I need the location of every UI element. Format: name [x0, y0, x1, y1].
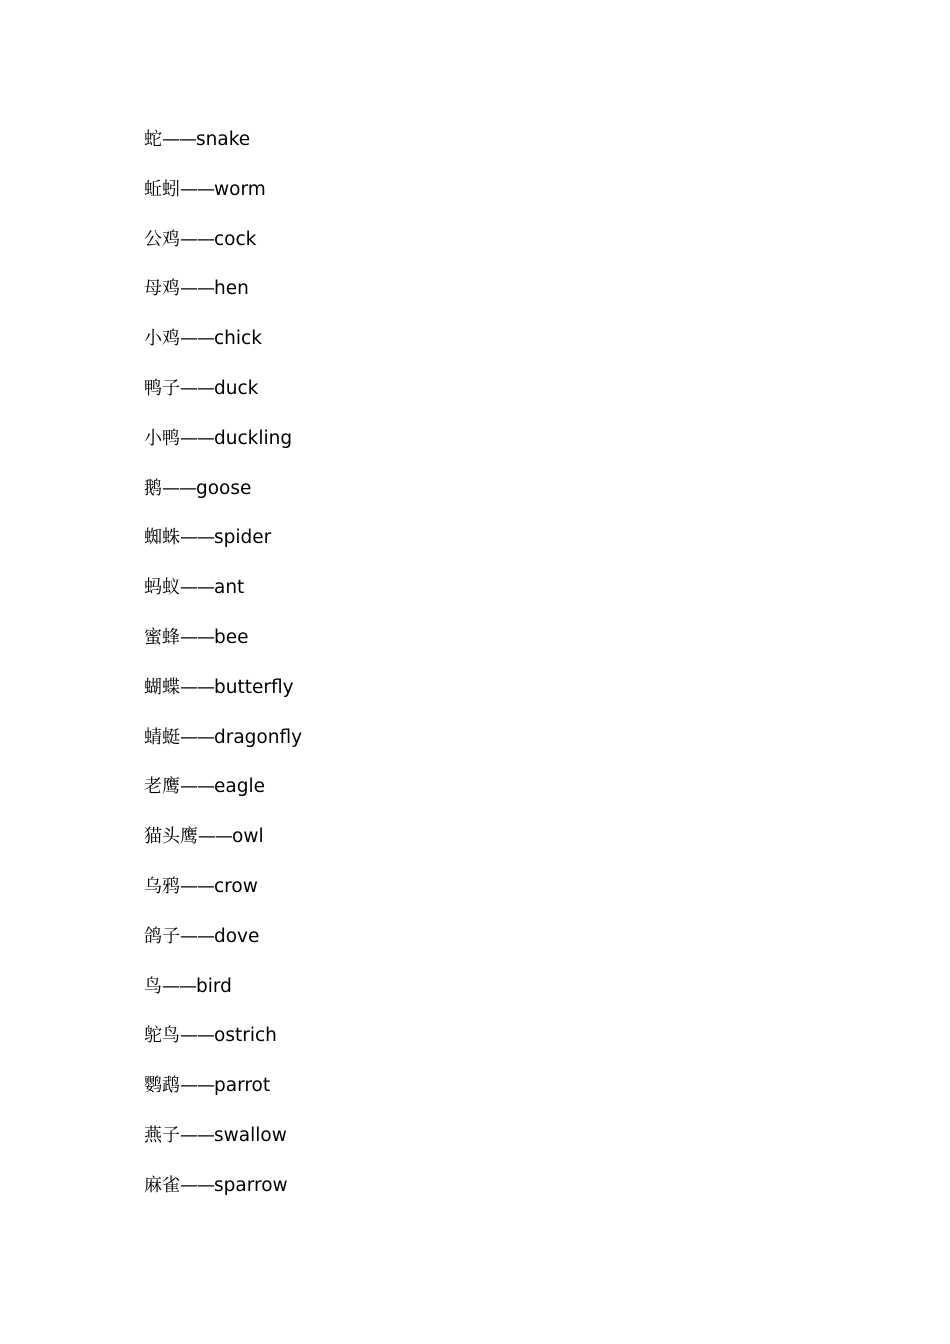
separator: —— [180, 1174, 214, 1196]
vocab-entry [144, 624, 302, 674]
separator: —— [180, 776, 214, 798]
english-word: dragonfly [214, 726, 303, 748]
vocab-entry [144, 1072, 302, 1122]
chinese-word: 小鸭 [144, 427, 180, 449]
separator: —— [180, 1124, 214, 1146]
chinese-word: 老鹰 [144, 776, 180, 798]
vocab-entry [144, 823, 302, 873]
vocab-entry [144, 375, 302, 425]
separator: —— [180, 1025, 214, 1047]
vocab-entry [144, 325, 302, 375]
separator: —— [180, 1075, 214, 1097]
vocabulary-list [144, 126, 302, 1222]
separator: —— [180, 726, 214, 748]
english-word: parrot [214, 1075, 271, 1097]
vocab-entry [144, 574, 302, 624]
separator: —— [180, 626, 214, 648]
chinese-word: 麻雀 [144, 1174, 180, 1196]
chinese-word: 鸽子 [144, 925, 180, 947]
english-word: bee [214, 626, 249, 648]
chinese-word: 鹅 [144, 477, 162, 499]
chinese-word: 蜜蜂 [144, 626, 180, 648]
chinese-word: 鸟 [144, 975, 162, 997]
chinese-word: 燕子 [144, 1124, 180, 1146]
english-word: worm [214, 178, 266, 200]
chinese-word: 鹦鹉 [144, 1075, 180, 1097]
separator: —— [180, 527, 214, 549]
vocab-entry [144, 873, 302, 923]
english-word: eagle [214, 776, 265, 798]
vocab-entry [144, 425, 302, 475]
chinese-word: 小鸡 [144, 328, 180, 350]
english-word: chick [214, 328, 262, 350]
english-word: ostrich [214, 1025, 277, 1047]
vocab-entry [144, 1122, 302, 1172]
chinese-word: 鸭子 [144, 377, 180, 399]
english-word: bird [196, 975, 232, 997]
english-word: duckling [214, 427, 293, 449]
chinese-word: 蜻蜓 [144, 726, 180, 748]
vocab-entry [144, 1022, 302, 1072]
english-word: goose [196, 477, 252, 499]
separator: —— [198, 826, 232, 848]
english-word: cock [214, 228, 257, 250]
vocab-entry [144, 176, 302, 226]
vocab-entry [144, 674, 302, 724]
english-word: butterfly [214, 676, 294, 698]
vocab-entry [144, 524, 302, 574]
vocab-entry [144, 226, 302, 276]
english-word: duck [214, 377, 259, 399]
chinese-word: 蛇 [144, 129, 162, 150]
chinese-word: 猫头鹰 [144, 826, 198, 848]
separator: —— [180, 676, 214, 698]
vocab-entry [144, 973, 302, 1023]
english-word: snake [196, 129, 251, 150]
chinese-word: 蝴蝶 [144, 676, 180, 698]
english-word: sparrow [214, 1174, 288, 1196]
separator: —— [162, 129, 196, 150]
separator: —— [162, 477, 196, 499]
english-word: dove [214, 925, 260, 947]
separator: —— [180, 328, 214, 350]
separator: —— [180, 427, 214, 449]
chinese-word: 鸵鸟 [144, 1025, 180, 1047]
vocab-entry [144, 1172, 302, 1222]
vocab-entry [144, 126, 302, 176]
english-word: crow [214, 875, 258, 897]
english-word: ant [214, 577, 245, 599]
vocab-entry [144, 275, 302, 325]
separator: —— [180, 278, 214, 300]
english-word: spider [214, 527, 272, 549]
english-word: hen [214, 278, 249, 300]
english-word: swallow [214, 1124, 287, 1146]
separator: —— [180, 228, 214, 250]
chinese-word: 蚯蚓 [144, 178, 180, 200]
separator: —— [180, 875, 214, 897]
chinese-word: 乌鸦 [144, 875, 180, 897]
chinese-word: 母鸡 [144, 278, 180, 300]
separator: —— [180, 577, 214, 599]
separator: —— [180, 178, 214, 200]
vocab-entry [144, 923, 302, 973]
vocab-entry [144, 773, 302, 823]
separator: —— [162, 975, 196, 997]
vocab-entry [144, 724, 302, 774]
vocab-entry [144, 475, 302, 525]
chinese-word: 公鸡 [144, 228, 180, 250]
chinese-word: 蜘蛛 [144, 527, 180, 549]
separator: —— [180, 377, 214, 399]
separator: —— [180, 925, 214, 947]
chinese-word: 蚂蚁 [144, 577, 180, 599]
english-word: owl [232, 826, 264, 848]
